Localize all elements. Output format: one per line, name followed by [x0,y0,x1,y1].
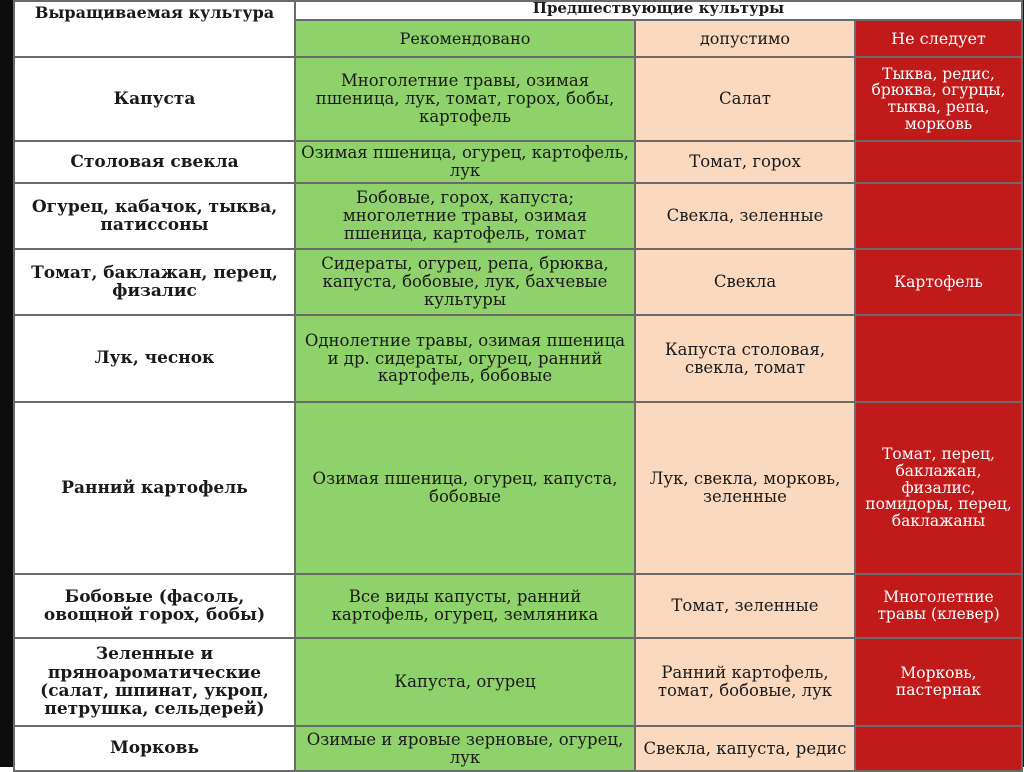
table-row [14,574,1022,638]
table-row [14,141,1022,183]
crop-cell: Капуста [14,57,295,141]
table-row [14,57,1022,141]
crop-cell: Зеленные и пряноароматические (салат, шпинат, укроп, петрушка, сельдерей) [14,638,295,726]
recommended-cell: Озимые и яровые зерновые, огурец, лук [295,726,635,771]
not-allowed-cell [855,726,1022,771]
header-crop-cell: Выращиваемая культура [14,1,295,57]
left-frame-edge [0,0,13,767]
acceptable-cell: Ранний картофель, томат, бобовые, лук [635,638,855,726]
acceptable-cell: Свекла, зеленные [635,183,855,249]
acceptable-cell: Свекла [635,249,855,315]
recommended-cell: Озимая пшеница, огурец, капуста, бобовые [295,402,635,574]
acceptable-cell: Томат, зеленные [635,574,855,638]
crop-rotation-table [13,0,1023,772]
recommended-cell: Многолетние травы, озимая пшеница, лук, томат, горох, бобы, картофель [295,57,635,141]
recommended-cell: Бобовые, горох, капуста; многолетние травы, озимая пшеница, картофель, томат [295,183,635,249]
recommended-cell: Озимая пшеница, огурец, картофель, лук [295,141,635,183]
header-not-allowed-cell: Не следует [855,20,1022,57]
not-allowed-cell: Многолетние травы (клевер) [855,574,1022,638]
header-acceptable-cell: допустимо [635,20,855,57]
not-allowed-cell [855,315,1022,402]
acceptable-cell: Капуста столовая, свекла, томат [635,315,855,402]
not-allowed-cell: Тыква, редис, брюква, огурцы, тыква, репа, морковь [855,57,1022,141]
crop-cell: Столовая свекла [14,141,295,183]
not-allowed-cell: Картофель [855,249,1022,315]
crop-cell: Томат, баклажан, перец, физалис [14,249,295,315]
table-row [14,315,1022,402]
acceptable-cell: Салат [635,57,855,141]
table-row [14,638,1022,726]
header-previous-cell: Предшествующие культуры [295,1,1022,20]
crop-cell: Лук, чеснок [14,315,295,402]
crop-cell: Ранний картофель [14,402,295,574]
table-row [14,249,1022,315]
recommended-cell: Однолетние травы, озимая пшеница и др. сидераты, огурец, ранний картофель, бобовые [295,315,635,402]
not-allowed-cell [855,183,1022,249]
table-row [14,183,1022,249]
table-row [14,726,1022,771]
table-row [14,402,1022,574]
not-allowed-cell: Морковь, пастернак [855,638,1022,726]
recommended-cell: Капуста, огурец [295,638,635,726]
crop-cell: Бобовые (фасоль, овощной горох, бобы) [14,574,295,638]
recommended-cell: Сидераты, огурец, репа, брюква, капуста, бобовые, лук, бахчевые культуры [295,249,635,315]
crop-cell: Морковь [14,726,295,771]
not-allowed-cell: Томат, перец, баклажан, физалис, помидоры, перец, баклажаны [855,402,1022,574]
acceptable-cell: Свекла, капуста, редис [635,726,855,771]
header-recommended-cell: Рекомендовано [295,20,635,57]
not-allowed-cell [855,141,1022,183]
acceptable-cell: Томат, горох [635,141,855,183]
acceptable-cell: Лук, свекла, морковь, зеленные [635,402,855,574]
crop-cell: Огурец, кабачок, тыква, патиссоны [14,183,295,249]
recommended-cell: Все виды капусты, ранний картофель, огурец, земляника [295,574,635,638]
